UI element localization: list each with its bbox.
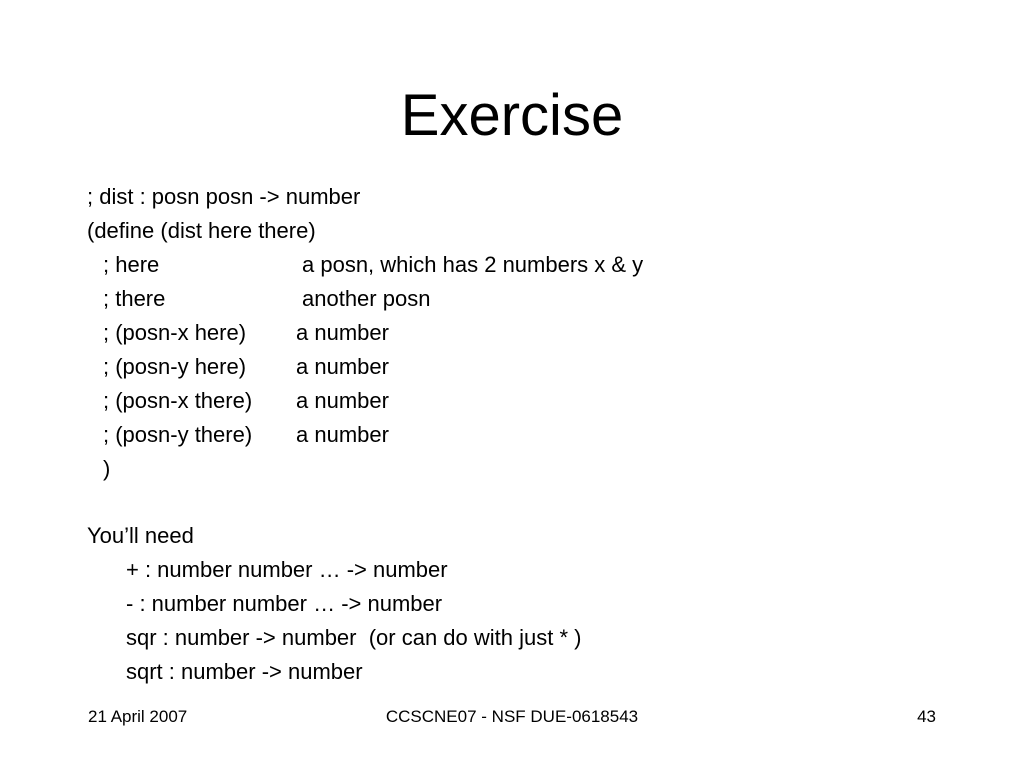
needs-item: sqrt : number -> number [126, 659, 363, 684]
slide-title: Exercise [400, 83, 624, 148]
needs-item: - : number number … -> number [126, 591, 443, 616]
code-close-paren: ) [103, 456, 111, 481]
footer-date: 21 April 2007 [88, 707, 188, 726]
code-row-desc: a number [296, 388, 389, 413]
code-row-name: ; (posn-x here) [103, 320, 247, 345]
code-row-desc: a posn, which has 2 numbers x & y [302, 252, 644, 277]
code-row-desc: a number [296, 354, 389, 379]
footer-page-number: 43 [917, 707, 936, 726]
footer-center-text: CCSCNE07 - NSF DUE-0618543 [385, 707, 639, 726]
code-row-name: ; there [103, 286, 166, 311]
needs-heading: You’ll need [87, 523, 194, 548]
needs-item: sqr : number -> number (or can do with just * ) [126, 625, 582, 650]
code-row-name: ; (posn-y here) [103, 354, 247, 379]
code-row-desc: a number [296, 422, 389, 447]
needs-item: + : number number … -> number [126, 557, 448, 582]
code-row-name: ; (posn-x there) [103, 388, 253, 413]
code-row-name: ; here [103, 252, 160, 277]
code-row-desc: a number [296, 320, 389, 345]
code-row-name: ; (posn-y there) [103, 422, 253, 447]
code-define-line: (define (dist here there) [87, 218, 316, 243]
code-comment-signature: ; dist : posn posn -> number [87, 184, 361, 209]
code-row-desc: another posn [302, 286, 431, 311]
